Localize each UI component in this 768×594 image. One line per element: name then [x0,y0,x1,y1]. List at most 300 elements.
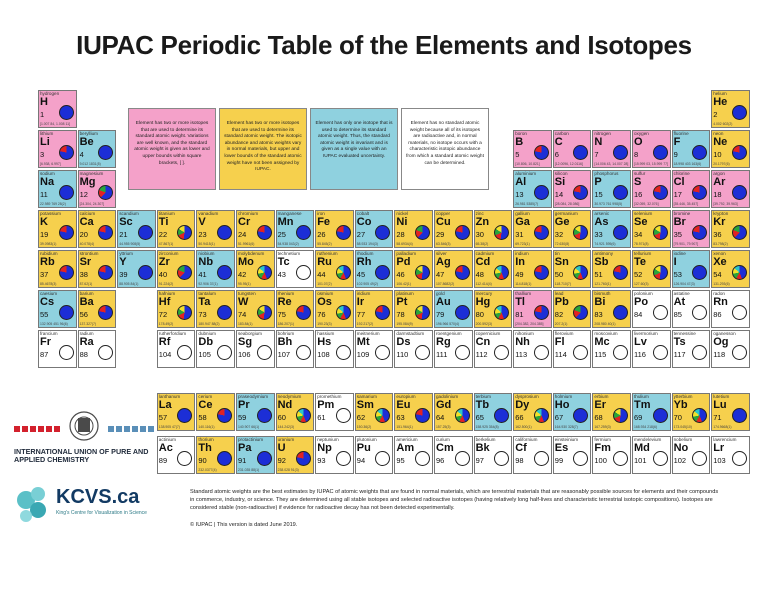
element-name: gadolinium [436,394,459,399]
atomic-weight: 137.327(7) [79,322,96,326]
element-symbol: Nd [277,399,293,411]
atomic-number: 87 [40,350,49,359]
element-name: sulfur [634,171,646,176]
atomic-weight: 192.217(2) [356,322,374,326]
atomic-weight: 118.710(7) [554,282,571,286]
atomic-number: 74 [238,310,247,319]
element-symbol: Cu [436,216,451,228]
element-technetium [276,250,315,288]
isotope-pie-chart [692,145,707,160]
element-symbol: Tl [515,296,525,308]
atomic-number: 115 [594,350,607,359]
isotope-pie-chart [217,408,232,423]
element-tennessine [672,330,711,368]
element-symbol: Lu [713,399,727,411]
element-dysprosium [513,393,552,431]
element-symbol: Ca [79,216,94,228]
element-palladium [394,250,433,288]
isotope-pie-chart [613,225,628,240]
atomic-number: 60 [277,413,286,422]
atomic-weight: [32.059, 32.076] [634,202,659,206]
element-name: plutonium [356,437,377,442]
element-name: xenon [713,251,726,256]
element-rhenium [276,290,315,328]
element-symbol: Tc [277,256,290,268]
element-symbol: Br [673,216,686,228]
element-magnesium [78,170,117,208]
element-mercury [474,290,513,328]
atomic-number: 82 [554,310,564,319]
element-symbol: Np [317,442,332,454]
isotope-pie-chart [257,225,272,240]
isotope-pie-chart [732,345,747,360]
element-name: flerovium [554,331,574,336]
element-thorium [196,436,235,474]
element-caesium [38,290,77,328]
element-name: arsenic [594,211,610,216]
isotope-pie-chart [217,451,232,466]
atomic-weight: 200.592(3) [475,322,492,326]
element-name: moscovium [594,331,618,336]
element-symbol: Tb [475,399,490,411]
element-symbol: Re [277,296,292,308]
element-gadolinium [434,393,473,431]
atomic-weight: 126.904 47(3) [673,282,695,286]
element-symbol: Ta [198,296,211,308]
atomic-number: 114 [554,350,567,359]
element-indium [513,250,552,288]
element-name: dubnium [198,331,217,336]
atomic-number: 26 [317,230,326,239]
element-name: rhenium [277,291,295,296]
element-name: beryllium [79,131,98,136]
isotope-pie-chart [573,225,588,240]
isotope-pie-chart [59,305,74,320]
element-symbol: As [594,216,609,228]
element-symbol: Ce [198,399,213,411]
element-symbol: Hs [317,336,332,348]
atomic-number: 72 [158,310,168,319]
element-hydrogen [38,90,77,128]
atomic-number: 71 [713,413,722,422]
atomic-number: 48 [475,270,484,279]
atomic-number: 43 [277,270,286,279]
atomic-weight: 158.925 354(8) [475,425,499,429]
element-rhodium [355,250,394,288]
element-symbol: Mo [238,256,254,268]
element-name: erbium [594,394,609,399]
isotope-pie-chart [217,225,232,240]
element-symbol: Lr [713,442,725,454]
atomic-number: 84 [634,310,643,319]
atomic-weight: 231.035 88(1) [238,468,260,472]
atomic-number: 103 [713,456,726,465]
element-name: magnesium [79,171,104,176]
atomic-weight: 91.224(2) [158,282,174,286]
element-symbol: Eu [396,399,411,411]
element-symbol: In [515,256,525,268]
element-antimony [592,250,631,288]
atomic-weight: 83.798(2) [713,242,728,246]
isotope-pie-chart [573,345,588,360]
atomic-number: 92 [277,456,286,465]
element-name: niobium [198,251,215,256]
atomic-number: 41 [198,270,207,279]
element-symbol: Pb [554,296,569,308]
element-symbol: Y [119,256,127,268]
element-symbol: Zr [158,256,170,268]
element-symbol: Gd [436,399,452,411]
element-symbol: Cd [475,256,491,268]
legend-single_isotope: Element has only one isotope that is used to determine its standard atomic weight. Thus, the standard atomic weight is invariant and is given as a single value with an IUPAC evaluated uncertainty. [310,108,398,190]
isotope-pie-chart [98,305,113,320]
element-name: rutherfordium [158,331,187,336]
element-symbol: Pt [396,296,408,308]
isotope-pie-chart [138,265,153,280]
element-flerovium [553,330,592,368]
atomic-weight: 92.906 37(1) [198,282,218,286]
isotope-pie-chart [613,145,628,160]
atomic-number: 85 [673,310,682,319]
isotope-pie-chart [534,305,549,320]
element-symbol: H [40,96,48,108]
element-symbol: La [158,399,172,411]
isotope-pie-chart [217,345,232,360]
atomic-number: 118 [713,350,726,359]
element-name: promethium [317,394,342,399]
atomic-number: 112 [475,350,488,359]
element-symbol: Na [40,176,55,188]
atomic-weight: 88.905 84(1) [119,282,139,286]
element-symbol: Sm [356,399,374,411]
element-symbol: Hf [158,296,171,308]
element-bismuth [592,290,631,328]
element-name: bismuth [594,291,611,296]
element-symbol: Os [317,296,332,308]
atomic-number: 23 [198,230,207,239]
element-symbol: Lv [634,336,647,348]
atomic-number: 78 [396,310,405,319]
isotope-pie-chart [534,225,549,240]
atomic-number: 44 [317,270,326,279]
atomic-number: 67 [554,413,564,422]
isotope-pie-chart [732,145,747,160]
element-symbol: Dy [515,399,530,411]
element-name: platinum [396,291,414,296]
atomic-number: 35 [673,230,682,239]
element-name: fermium [594,437,611,442]
element-name: lead [554,291,564,296]
element-nihonium [513,330,552,368]
atomic-number: 56 [79,310,88,319]
element-name: chromium [238,211,259,216]
atomic-weight: 51.9961(6) [238,242,255,246]
atomic-number: 106 [238,350,251,359]
atomic-weight: 87.62(1) [79,282,93,286]
atomic-weight: 157.25(3) [436,425,451,429]
element-name: manganese [277,211,302,216]
isotope-pie-chart [494,305,509,320]
atomic-weight: 101.07(2) [317,282,332,286]
atomic-number: 11 [40,190,48,199]
atomic-number: 57 [158,413,168,422]
element-name: neodymium [277,394,302,399]
element-aluminium [513,170,552,208]
isotope-pie-chart [217,305,232,320]
element-name: cobalt [356,211,370,216]
element-name: uranium [277,437,295,442]
element-nobelium [672,436,711,474]
element-symbol: Rb [40,256,55,268]
element-manganese [276,210,315,248]
element-name: zirconium [158,251,179,256]
isotope-pie-chart [336,408,351,423]
atomic-weight: 173.045(10) [673,425,692,429]
element-terbium [474,393,513,431]
element-symbol: Be [79,136,94,148]
atomic-weight: 54.938 043(2) [277,242,299,246]
page-title: IUPAC Periodic Table of the Elements and Isotopes [76,30,692,60]
isotope-pie-chart [59,185,74,200]
element-name: copernicium [475,331,501,336]
isotope-pie-chart [573,451,588,466]
element-sodium [38,170,77,208]
element-name: hassium [317,331,335,336]
element-germanium [553,210,592,248]
element-name: cadmium [475,251,495,256]
element-name: thorium [198,437,214,442]
element-symbol: Sb [594,256,609,268]
element-name: chlorine [673,171,690,176]
atomic-weight: [1.007 84, 1.008 11] [40,122,70,126]
atomic-number: 90 [198,456,207,465]
element-symbol: Ar [713,176,726,188]
element-hassium [315,330,354,368]
atomic-number: 9 [673,150,678,159]
element-symbol: Se [634,216,648,228]
element-name: radium [79,331,94,336]
element-nickel [394,210,433,248]
element-name: osmium [317,291,334,296]
element-name: molybdenum [238,251,265,256]
atomic-number: 10 [713,150,722,159]
isotope-pie-chart [534,185,549,200]
element-tungsten [236,290,275,328]
element-francium [38,330,77,368]
element-europium [394,393,433,431]
element-symbol: Nb [198,256,214,268]
element-symbol: Fm [594,442,611,454]
element-name: thallium [515,291,532,296]
element-symbol: Mn [277,216,294,228]
element-ytterbium [672,393,711,431]
element-symbol: Ni [396,216,408,228]
element-tin [553,250,592,288]
atomic-number: 40 [158,270,168,279]
isotope-pie-chart [375,265,390,280]
atomic-weight: 144.242(3) [277,425,294,429]
atomic-number: 6 [554,150,559,159]
atomic-number: 21 [119,230,128,239]
element-name: nitrogen [594,131,611,136]
isotope-pie-chart [692,225,707,240]
isotope-pie-chart [336,265,351,280]
element-name: selenium [634,211,653,216]
atomic-weight: 114.818(1) [515,282,532,286]
element-chromium [236,210,275,248]
element-name: cerium [198,394,213,399]
element-calcium [78,210,117,248]
element-symbol: Nh [515,336,530,348]
atomic-number: 66 [515,413,524,422]
atomic-number: 88 [79,350,88,359]
element-symbol: Pr [238,399,250,411]
isotope-pie-chart [613,185,628,200]
atomic-number: 109 [356,350,370,359]
atomic-number: 61 [317,413,326,422]
element-cobalt [355,210,394,248]
element-symbol: Cm [436,442,454,454]
legend-no_standard: Element has no standard atomic weight because all of its isotopes are radioactive and, in normal materials, no isotope occurs with a characteristic isotopic abundance from which a standard atomic weight can be determined. [401,108,489,190]
element-name: rubidium [40,251,58,256]
element-name: aluminium [515,171,537,176]
atomic-weight: 186.207(1) [277,322,294,326]
element-symbol: Sc [119,216,133,228]
element-name: mercury [475,291,493,296]
legend-multi_bounded: Element has two or more isotopes that are used to determine its standard atomic weight. The isotopic abundance and atomic weights vary in normal materials, but upper and lower bounds of the standard atomic weight have not been assigned by IUPAC. [219,108,307,190]
atomic-number: 69 [634,413,643,422]
isotope-pie-chart [692,185,707,200]
isotope-pie-chart [534,451,549,466]
atomic-weight: 190.23(3) [317,322,332,326]
element-name: scandium [119,211,139,216]
atomic-weight: 195.084(9) [396,322,413,326]
element-carbon [553,130,592,168]
element-symbol: Pm [317,399,335,411]
atomic-number: 14 [554,190,564,199]
element-xenon [711,250,750,288]
isotope-pie-chart [732,451,747,466]
element-symbol: Zn [475,216,490,228]
element-copper [434,210,473,248]
element-name: silver [436,251,447,256]
element-name: boron [515,131,527,136]
atomic-weight: 208.980 40(1) [594,322,616,326]
isotope-pie-chart [336,305,351,320]
element-potassium [38,210,77,248]
isotope-pie-chart [257,408,272,423]
element-hafnium [157,290,196,328]
isotope-pie-chart [573,265,588,280]
atomic-weight: 72.630(8) [554,242,570,246]
element-symbol: Ru [317,256,332,268]
isotope-pie-chart [415,305,430,320]
isotope-pie-chart [534,345,549,360]
atomic-number: 76 [317,310,326,319]
isotope-pie-chart [732,305,747,320]
isotope-pie-chart [534,145,549,160]
element-roentgenium [434,330,473,368]
element-dubnium [196,330,235,368]
element-americium [394,436,433,474]
element-name: roentgenium [436,331,462,336]
isotope-pie-chart [455,408,470,423]
atomic-number: 91 [238,456,247,465]
element-symbol: Po [634,296,649,308]
element-name: thulium [634,394,649,399]
element-symbol: Rg [436,336,451,348]
isotope-pie-chart [573,305,588,320]
atomic-number: 49 [515,270,524,279]
element-name: europium [396,394,416,399]
isotope-pie-chart [375,408,390,423]
isotope-pie-chart [653,408,668,423]
element-symbol: Fe [317,216,331,228]
element-bohrium [276,330,315,368]
element-symbol: Rn [713,296,728,308]
atomic-number: 63 [396,413,405,422]
atomic-weight: 162.500(1) [515,425,532,429]
element-neodymium [276,393,315,431]
element-symbol: Cf [515,442,527,454]
atomic-number: 73 [198,310,207,319]
atomic-weight: 196.966 570(4) [436,322,459,326]
element-berkelium [474,436,513,474]
atomic-weight: 18.998 403 163(6) [673,162,702,166]
atomic-number: 22 [158,230,168,239]
element-name: curium [436,437,450,442]
isotope-pie-chart [573,408,588,423]
atomic-weight: 44.955 908(5) [119,242,141,246]
atomic-number: 100 [594,456,607,465]
element-erbium [592,393,631,431]
element-symbol: S [634,176,642,188]
atomic-number: 83 [594,310,603,319]
element-vanadium [196,210,235,248]
element-name: hydrogen [40,91,60,96]
atomic-weight: 9.012 1831(5) [79,162,101,166]
isotope-pie-chart [732,185,747,200]
element-name: livermorium [634,331,658,336]
isotope-pie-chart [177,305,192,320]
element-symbol: Og [713,336,729,348]
element-symbol: Bk [475,442,490,454]
atomic-number: 33 [594,230,603,239]
element-symbol: Pd [396,256,411,268]
element-name: oganesson [713,331,736,336]
element-fermium [592,436,631,474]
atomic-number: 75 [277,310,286,319]
atomic-weight: 167.259(3) [594,425,611,429]
atomic-number: 7 [594,150,599,159]
element-name: vanadium [198,211,219,216]
element-symbol: Ra [79,336,94,348]
element-chlorine [672,170,711,208]
element-name: caesium [40,291,58,296]
isotope-pie-chart [534,408,549,423]
element-symbol: No [673,442,689,454]
element-cadmium [474,250,513,288]
atomic-weight: 140.116(1) [198,425,215,429]
element-yttrium [117,250,156,288]
atomic-weight: 63.546(3) [436,242,451,246]
element-name: phosphorus [594,171,619,176]
isotope-pie-chart [455,345,470,360]
atomic-number: 105 [198,350,211,359]
element-name: ytterbium [673,394,693,399]
isotope-pie-chart [375,305,390,320]
element-argon [711,170,750,208]
